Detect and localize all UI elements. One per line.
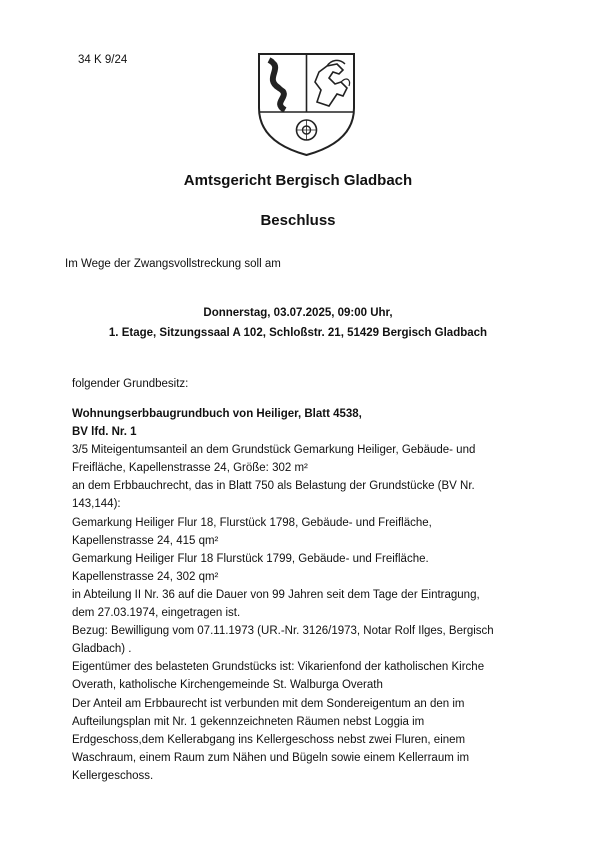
property-line: Eigentümer des belasteten Grundstücks ist: Vikarienfond der katholischen Kirche xyxy=(72,661,485,674)
property-line: Gemarkung Heiliger Flur 18 Flurstück 1799, Gebäude- und Freifläche. xyxy=(72,552,429,565)
property-line: 3/5 Miteigentumsanteil an dem Grundstück Gemarkung Heiliger, Gebäude- und xyxy=(72,444,476,457)
property-line: Kellergeschoss. xyxy=(72,769,154,782)
property-description xyxy=(72,405,542,785)
property-line: Kapellenstrasse 24, 415 qm² xyxy=(72,534,219,547)
property-line: Freifläche, Kapellenstrasse 24, Größe: 302 m² xyxy=(72,462,308,475)
property-line: Gladbach) . xyxy=(72,643,132,656)
appointment-date-time: Donnerstag, 03.07.2025, 09:00 Uhr, xyxy=(203,307,393,319)
property-register: Wohnungserbbaugrundbuch von Heiliger, Blatt 4538, xyxy=(72,408,362,420)
intro-text: Im Wege der Zwangsvollstreckung soll am xyxy=(65,258,281,270)
property-line: Bezug: Bewilligung vom 07.11.1973 (UR.-Nr. 3126/1973, Notar Rolf Ilges, Bergisch xyxy=(72,625,494,638)
appointment-location: 1. Etage, Sitzungssaal A 102, Schloßstr. 21, 51429 Bergisch Gladbach xyxy=(108,327,488,339)
property-line: in Abteilung II Nr. 36 auf die Dauer von 99 Jahren seit dem Tage der Eintragung, xyxy=(72,588,480,601)
property-line: Gemarkung Heiliger Flur 18, Flurstück 1798, Gebäude- und Freifläche, xyxy=(72,516,432,529)
property-line: an dem Erbbauchrecht, das in Blatt 750 als Belastung der Grundstücke (BV Nr. xyxy=(72,480,475,493)
property-line: Kapellenstrasse 24, 302 qm² xyxy=(72,570,219,583)
property-line: Der Anteil am Erbbaurecht ist verbunden mit dem Sondereigentum an den im xyxy=(72,697,465,710)
case-number: 34 K 9/24 xyxy=(78,54,128,66)
document-title: Beschluss xyxy=(260,212,336,229)
property-bv-number: BV lfd. Nr. 1 xyxy=(72,426,137,439)
court-name: Amtsgericht Bergisch Gladbach xyxy=(183,172,413,189)
lead-text: folgender Grundbesitz: xyxy=(72,378,189,390)
property-line: dem 27.03.1974, eingetragen ist. xyxy=(72,607,241,620)
property-line: Aufteilungsplan mit Nr. 1 gekennzeichneten Räumen nebst Loggia im xyxy=(72,715,425,728)
nrw-coat-of-arms-icon xyxy=(255,50,358,158)
property-line: Waschraum, einem Raum zum Nähen und Bügeln sowie einem Kellerraum im xyxy=(72,751,470,764)
property-line: Erdgeschoss,dem Kellerabgang ins Kellergeschoss nebst zwei Fluren, einem xyxy=(72,733,466,746)
property-line: Overath, katholische Kirchengemeinde St. Walburga Overath xyxy=(72,679,383,692)
property-line: 143,144): xyxy=(72,498,121,511)
